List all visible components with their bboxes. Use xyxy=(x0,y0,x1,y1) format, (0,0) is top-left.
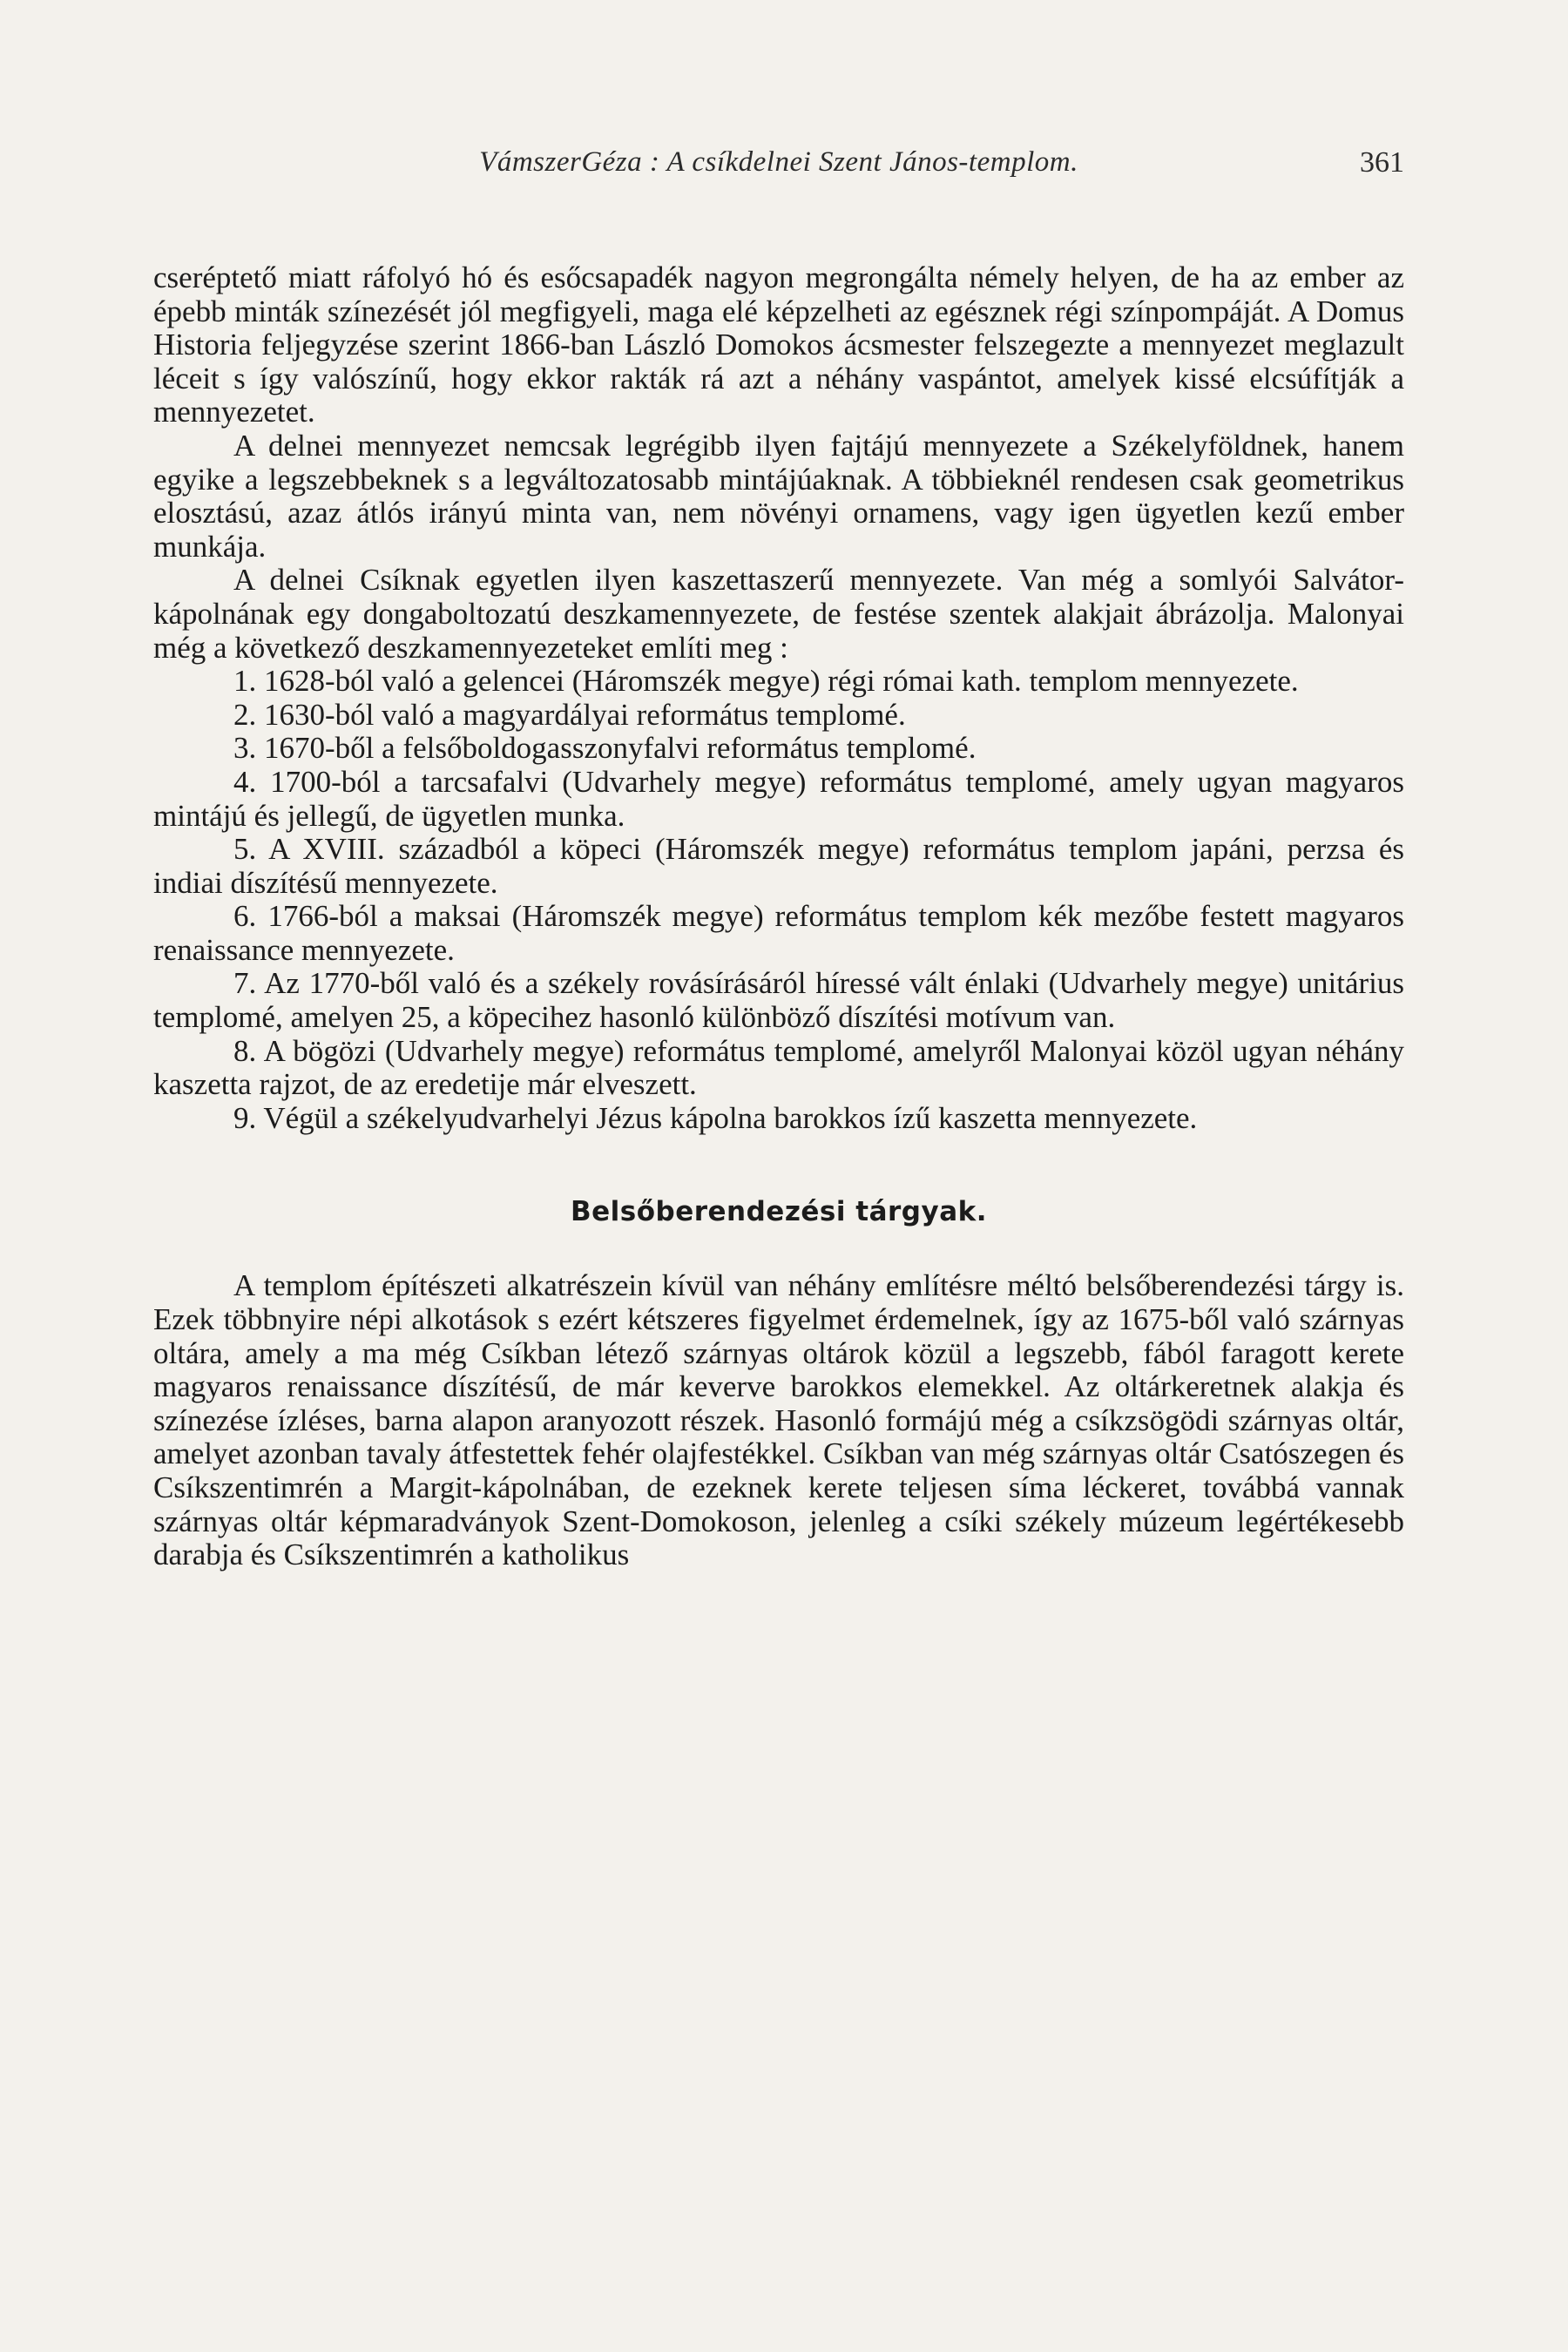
list-item: 6. 1766-ból a maksai (Háromszék megye) református templom kék mezőbe festett magyaros renaissance mennyezete. xyxy=(153,899,1404,967)
list-item: 4. 1700-ból a tarcsafalvi (Udvarhely megye) református templomé, amely ugyan magyaros mintájú és jellegű, de ügyetlen munka. xyxy=(153,764,1404,833)
list-item: 1. 1628-ból való a gelencei (Háromszék megye) régi római kath. templom mennyezete. xyxy=(233,664,1299,699)
list-item: 2. 1630-ból való a magyardályai református templomé. xyxy=(233,697,906,732)
list-item: 7. Az 1770-ből való és a székely rovásírásáról híressé vált énlaki (Udvarhely megye) unitárius templomé, amelyen 25, a köpecihez hasonló különböző díszítési motívum van. xyxy=(153,966,1404,1035)
list-item: 3. 1670-ből a felsőboldogasszonyfalvi református templomé. xyxy=(233,731,977,766)
list-item: 9. Végül a székelyudvarhelyi Jézus kápolna barokkos ízű kaszetta mennyezete. xyxy=(233,1100,1198,1135)
running-header xyxy=(153,146,1404,186)
section-heading: Belsőberendezési tárgyak. xyxy=(570,1196,987,1228)
page-number: 361 xyxy=(1360,146,1404,179)
running-title: VámszerGéza : A csíkdelnei Szent János-templom. xyxy=(479,146,1078,178)
paragraph: cseréptető miatt ráfolyó hó és esőcsapadék nagyon megrongálta némely helyen, de ha az ember az épebb minták színezését jól megfigyeli, maga elé képzelheti az egésznek régi színpompáját. A Domus Historia feljegyzése szerint 1866-ban László Domokos ácsmester felszegezte a mennyezet meglazult léceit s így valószínű, hogy ekkor rakták rá azt a néhány vaspántot, amelyek kissé elcsúfítják a mennyezetet. xyxy=(153,260,1404,429)
list-item: 8. A bögözi (Udvarhely megye) református templomé, amelyről Malonyai közöl ugyan néhány kaszetta rajzot, de az eredetije már elveszett. xyxy=(153,1033,1404,1102)
paragraph: A delnei Csíknak egyetlen ilyen kaszettaszerű mennyezete. Van még a somlyói Salvátor-kápolnának egy dongaboltozatú deszkamennyezete, de festése szentek alakjait ábrázolja. Malonyai még a következő deszkamennyezeteket említi meg : xyxy=(153,563,1404,665)
body-text xyxy=(153,261,1404,1572)
paragraph: A templom építészeti alkatrészein kívül van néhány említésre méltó belsőberendezési tárgy is. Ezek többnyire népi alkotások s ezért kétszeres figyelmet érdemelnek, így az 1675-ből való szárnyas oltára, amely a ma még Csíkban létező szárnyas oltárok közül a legszebb, fából faragott kerete magyaros renaissance díszítésű, de már keverve barokkos elemekkel. Az oltárkeretnek alakja és színezése ízléses, barna alapon aranyozott részek. Hasonló formájú még a csíkzsögödi szárnyas oltár, amelyet azonban tavaly átfestettek fehér olajfestékkel. Csíkban van még szárnyas oltár Csatószegen és Csíkszentimrén a Margit-kápolnában, de ezeknek kerete teljesen síma léckeret, továbbá vannak szárnyas oltár képmaradványok Szent-Domokoson, jelenleg a csíki székely múzeum legértékesebb darabja és Csíkszentimrén a katholikus xyxy=(153,1268,1404,1572)
list-item: 5. A XVIII. századból a köpeci (Háromszék megye) református templom japáni, perzsa és indiai díszítésű mennyezete. xyxy=(153,832,1404,900)
paragraph: A delnei mennyezet nemcsak legrégibb ilyen fajtájú mennyezete a Székelyföldnek, hanem egyike a legszebbeknek s a legváltozatosabb mintájúaknak. A többieknél rendesen csak geometrikus elosztású, azaz átlós irányú minta van, nem növényi ornamens, vagy igen ügyetlen kezű ember munkája. xyxy=(153,428,1404,564)
